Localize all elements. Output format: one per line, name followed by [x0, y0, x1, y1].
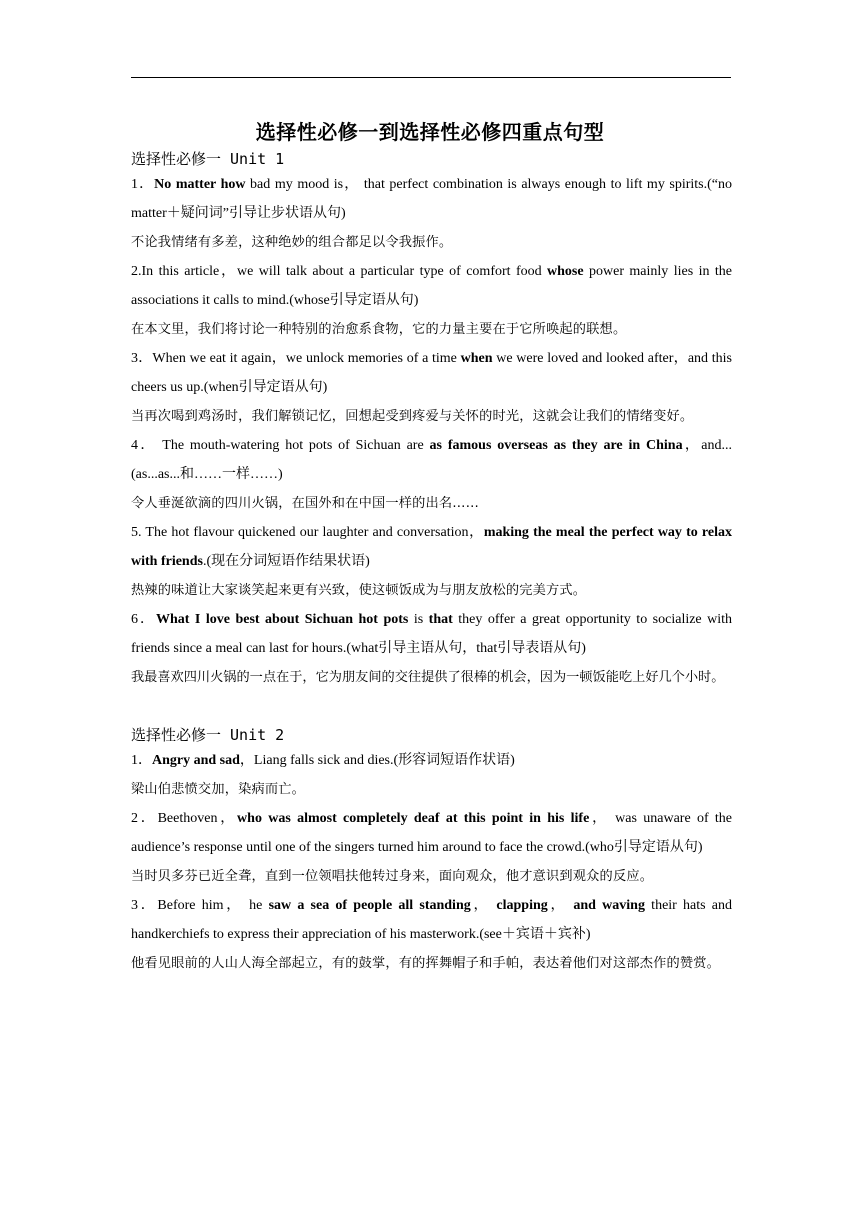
key-phrase: Angry and sad — [152, 753, 240, 768]
sentence-text: bad my mood is， that perfect combination is always enough to lift my spirits.(“no matter＋疑问词”引导让步状语从句) — [131, 177, 733, 221]
sentence-text: ，Liang falls sick and dies.(形容词短语作状语) — [239, 753, 515, 768]
key-phrase: and waving — [573, 898, 645, 913]
sentence-chinese: 令人垂涎欲滴的四川火锅，在国外和在中国一样的出名…… — [131, 496, 480, 511]
document-title: 选择性必修一到选择性必修四重点句型 — [255, 120, 605, 144]
sentence-text: power mainly lies in the associations it calls to mind.(whose引导定语从句) — [131, 264, 732, 308]
key-phrase: that — [428, 612, 453, 627]
header-rule — [131, 77, 731, 78]
key-phrase: when — [460, 351, 493, 366]
sentence-chinese: 当时贝多芬已近全聋，直到一位领唱扶他转过身来，面向观众，他才意识到观众的反应。 — [131, 869, 654, 884]
sentence-chinese: 他看见眼前的人山人海全部起立，有的鼓掌，有的挥舞帽子和手帕，表达着他们对这部杰作的赞赏。 — [131, 956, 721, 971]
sentence-english — [131, 605, 732, 663]
sentence-text: 3．When we eat it again，we unlock memories of a time — [131, 351, 461, 366]
sentence-english — [131, 431, 732, 489]
key-phrase: clapping — [496, 898, 548, 913]
sentence-text: ，and...(as...as...和……一样……) — [131, 438, 732, 482]
key-phrase: No matter how — [154, 177, 246, 192]
sentence-text: 4． The mouth-watering hot pots of Sichuan are — [131, 438, 430, 453]
unit-heading: 选择性必修一 Unit 1 — [131, 150, 285, 168]
unit-heading: 选择性必修一 Unit 2 — [131, 726, 285, 744]
sentence-text: ， — [547, 898, 574, 913]
sentence-english — [131, 891, 732, 949]
sentence-english — [131, 257, 732, 315]
key-phrase: who was almost completely deaf at this point in his life — [237, 811, 590, 826]
key-phrase: as famous overseas as they are in China — [429, 438, 683, 453]
sentence-english — [131, 518, 732, 576]
sentence-english — [131, 804, 732, 862]
sentence-text: ， — [470, 898, 497, 913]
sentence-text: 5. The hot flavour quickened our laughter and conversation， — [131, 525, 484, 540]
sentence-text: 2.In this article，we will talk about a particular type of comfort food — [131, 264, 548, 279]
sentence-text: ， was unaware of the audience’s response until one of the singers turned him around to face the crowd.(who引导定语从句) — [131, 811, 733, 855]
key-phrase: What I love best about Sichuan hot pots — [155, 612, 409, 627]
sentence-english — [131, 344, 732, 402]
sentence-chinese: 当再次喝到鸡汤时，我们解锁记忆，回想起受到疼爱与关怀的时光，这就会让我们的情绪变好。 — [131, 409, 694, 424]
sentence-text: they offer a great opportunity to socialize with friends since a meal can last for hours.(what引导主语从句，that引导表语从句) — [131, 612, 733, 656]
key-phrase: whose — [547, 264, 584, 279]
sentence-english — [131, 746, 732, 775]
sentence-chinese: 热辣的味道让大家谈笑起来更有兴致，使这顿饭成为与朋友放松的完美方式。 — [131, 583, 587, 598]
key-phrase: saw a sea of people all standing — [268, 898, 471, 913]
sentence-text: 1． — [131, 177, 155, 192]
sentence-chinese: 我最喜欢四川火锅的一点在于，它为朋友间的交往提供了很棒的机会，因为一顿饭能吃上好几个小时。 — [131, 670, 725, 685]
sentence-chinese: 梁山伯悲愤交加，染病而亡。 — [131, 782, 306, 797]
sentence-text: is — [408, 612, 429, 627]
sentence-text: 1． — [131, 753, 152, 768]
sentence-text: 6． — [131, 612, 156, 627]
units-container — [131, 148, 732, 978]
sentence-text: .(现在分词短语作结果状语) — [202, 554, 370, 569]
sentence-english — [131, 170, 732, 228]
sentence-text: their hats and handkerchiefs to express their appreciation of his masterwork.(see＋宾语＋宾补) — [131, 898, 733, 942]
sentence-text: 2．Beethoven， — [131, 811, 238, 826]
document-body — [131, 148, 732, 978]
sentence-text: we were loved and looked after，and this cheers us up.(when引导定语从句) — [131, 351, 733, 395]
sentence-chinese: 不论我情绪有多差，这种绝妙的组合都足以令我振作。 — [131, 235, 453, 250]
sentence-text: 3．Before him， he — [131, 898, 269, 913]
key-phrase: making the meal the perfect way to relax with friends — [131, 525, 732, 569]
sentence-chinese: 在本文里，我们将讨论一种特别的治愈系食物，它的力量主要在于它所唤起的联想。 — [131, 322, 627, 337]
